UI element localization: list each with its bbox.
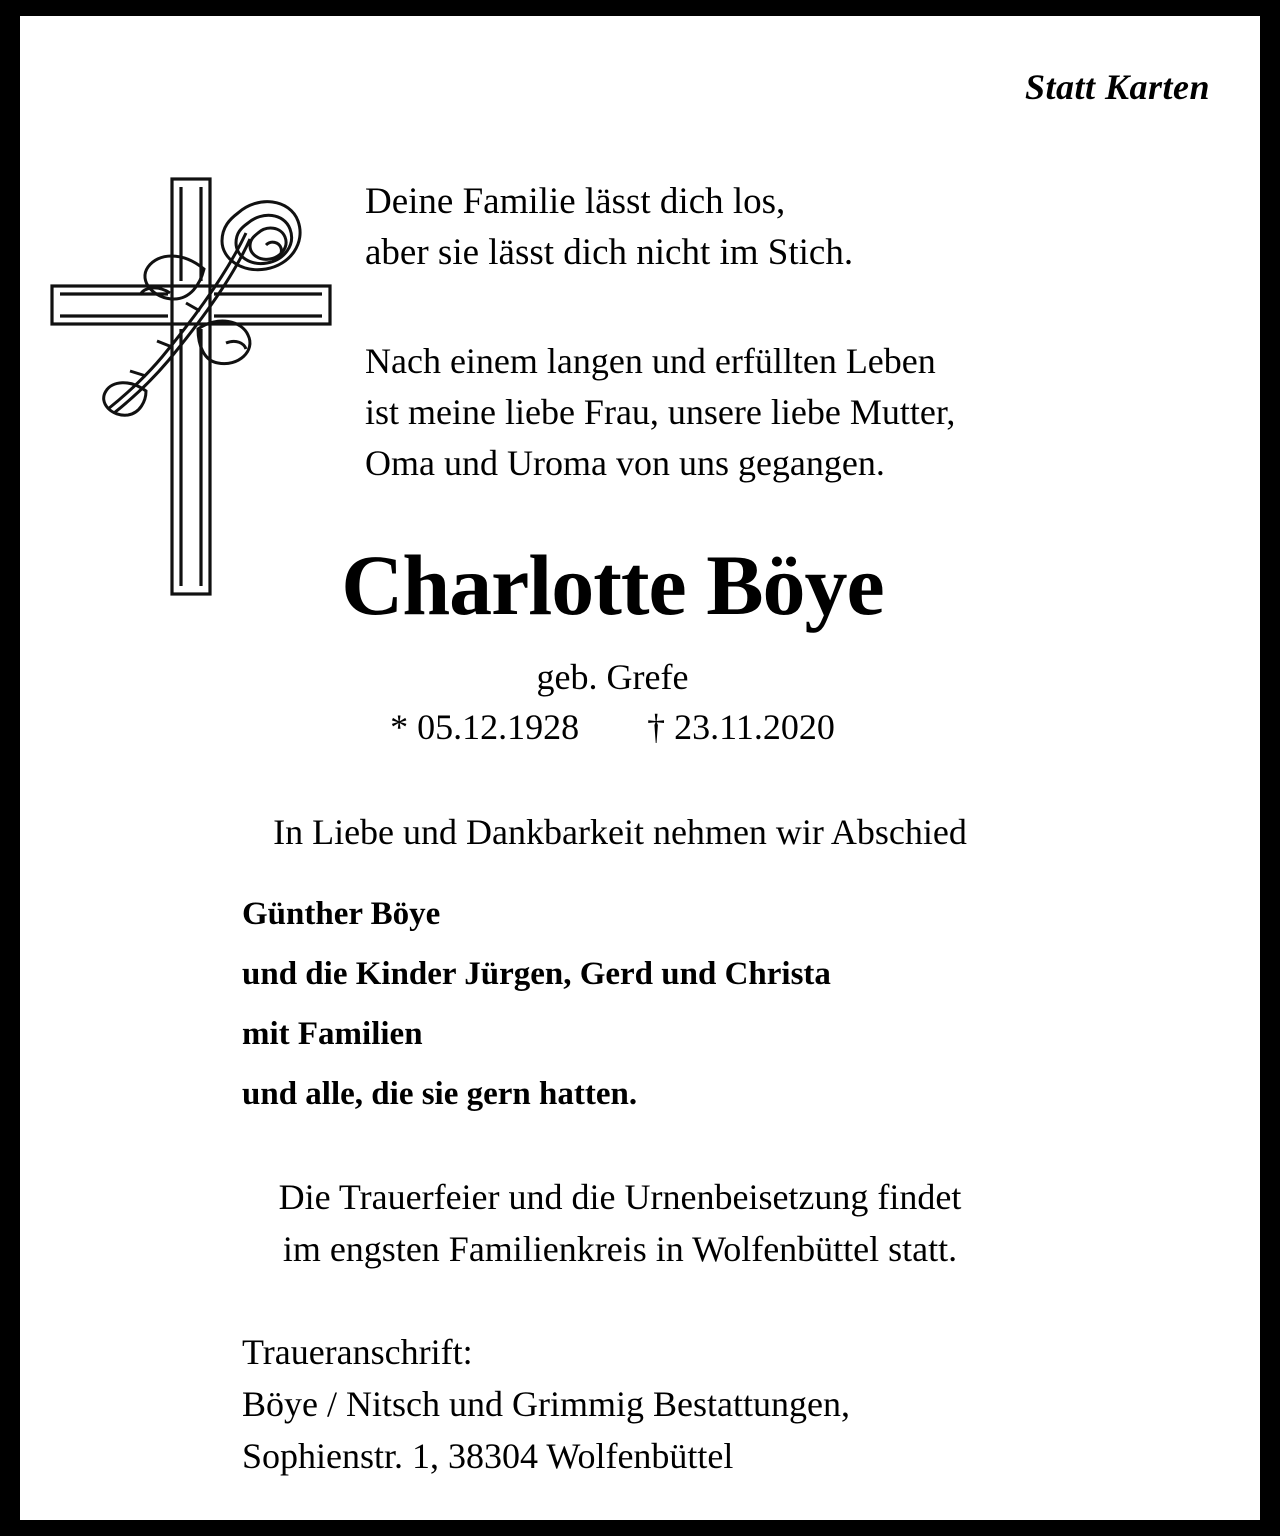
list-item: mit Familien — [242, 1016, 423, 1053]
ceremony-text — [20, 1171, 1220, 1275]
birth-date: * 05.12.1928 — [390, 707, 580, 747]
obituary-notice — [20, 16, 1260, 1520]
verse-line-2: aber sie lässt dich nicht im Stich. — [365, 232, 854, 274]
notice-header: Statt Karten — [1024, 67, 1210, 107]
address-line-2: Sophienstr. 1, 38304 Wolfenbüttel — [242, 1436, 734, 1477]
intro-line-1: Nach einem langen und erfüllten Leben — [365, 341, 936, 381]
death-date: † 23.11.2020 — [647, 707, 835, 747]
ceremony-line-2: im engsten Familienkreis in Wolfenbüttel statt. — [282, 1229, 958, 1270]
verse-text — [365, 176, 1200, 278]
list-item: und die Kinder Jürgen, Gerd und Christa — [242, 956, 831, 993]
intro-line-2: ist meine liebe Frau, unsere liebe Mutter, — [365, 392, 956, 433]
list-item: Günther Böye — [242, 896, 441, 932]
intro-text — [365, 336, 1200, 489]
life-dates — [20, 706, 1205, 748]
ceremony-line-1: Die Trauerfeier und die Urnenbeisetzung findet — [278, 1177, 962, 1217]
mourning-address — [242, 1326, 1192, 1483]
farewell-text: In Liebe und Dankbarkeit nehmen wir Abschied — [273, 812, 967, 852]
intro-line-3: Oma und Uroma von uns gegangen. — [365, 443, 885, 484]
verse-line-1: Deine Familie lässt dich los, — [365, 181, 786, 222]
maiden-name: geb. Grefe — [536, 657, 689, 697]
address-line-1: Böye / Nitsch und Grimmig Bestattungen, — [242, 1384, 850, 1425]
list-item: und alle, die sie gern hatten. — [242, 1076, 638, 1113]
family-list — [242, 884, 1142, 1124]
deceased-name: Charlotte Böye — [341, 536, 884, 633]
address-label: Traueranschrift: — [242, 1332, 473, 1372]
